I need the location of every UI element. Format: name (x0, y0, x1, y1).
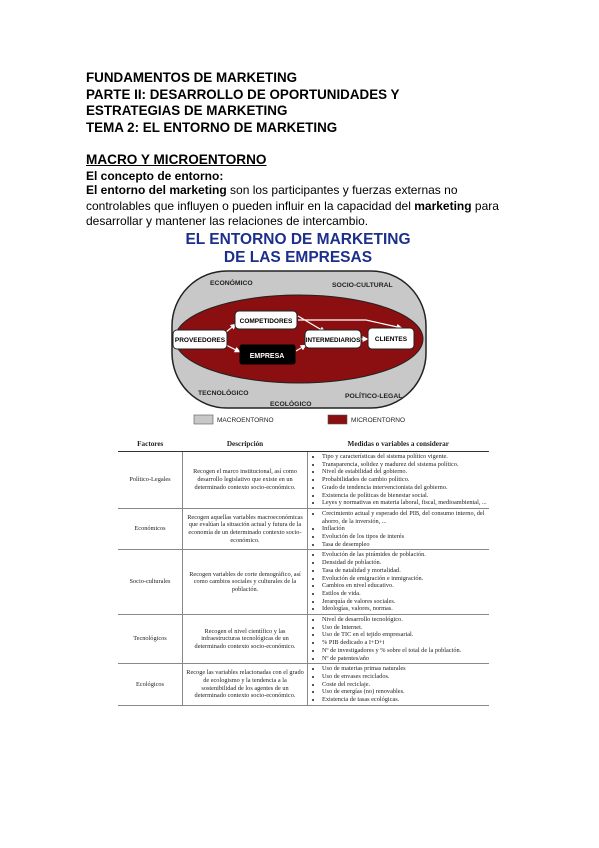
measures-cell (308, 452, 490, 509)
factors-table-wrapper (118, 439, 489, 706)
para-line-3: desarrollar y mantener las relaciones de intercambio. (86, 214, 369, 228)
factor-cell: Tecnológicos (118, 615, 183, 664)
label-ecologico: ECOLÓGICO (270, 401, 312, 408)
measure-item: • Leyes y normativas en materia laboral, fiscal, medioambiental, ... (322, 499, 487, 507)
measure-item: • Uso de materias primas naturales (322, 665, 487, 673)
factor-cell: Ecológicos (118, 664, 183, 706)
bold-term: El entorno del marketing (86, 183, 227, 197)
measure-item: • Jerarquía de valores sociales. (322, 598, 487, 606)
measure-item: • Uso de envases reciclados. (322, 673, 487, 681)
measure-item: • Evolución de los tipos de interés (322, 533, 487, 541)
measure-item: • Nº de patentes/año (322, 655, 487, 663)
description-cell: Recoge las variables relacionadas con el grado de ecologismo y la tendencia a la sostenibilidad de los agentes de un determinado contexto socio-económico. (183, 664, 308, 706)
table-header-row (118, 439, 489, 452)
para-line-1: El entorno del marketing son los participantes y fuerzas externas no (86, 183, 458, 197)
table-body (118, 452, 489, 706)
legend-micro-label: MICROENTORNO (351, 417, 406, 424)
legend-macro-swatch (194, 415, 213, 424)
header-medidas: Medidas o variables a considerar (308, 439, 490, 452)
part-title: PARTE II: DESARROLLO DE OPORTUNIDADES Y (86, 86, 400, 102)
measure-item: • Tasa de natalidad y mortalidad. (322, 567, 487, 575)
course-title: FUNDAMENTOS DE MARKETING (86, 70, 298, 85)
para-line-2: controlables que influyen o pueden influir en la capacidad del marketing para (86, 198, 499, 213)
measure-item: • Transparencia, solidez y madurez del sistema político. (322, 461, 487, 469)
diagram-title-line2: DE LAS EMPRESAS (223, 249, 373, 266)
measure-item: • Tasa de desempleo (322, 541, 487, 549)
section-subtitle: El concepto de entorno: (86, 169, 224, 183)
description-cell: Recogen el nivel científico y las infraestructuras tecnológicas de un determinado contexto socio-económico. (183, 615, 308, 664)
description-cell: Recogen variables de corte demográfico, así como cambios sociales y culturales de la población. (183, 550, 308, 615)
marketing-environment-diagram (170, 228, 430, 428)
header-descripcion: Descripción (183, 439, 308, 452)
measure-item: • Evolución de emigración e inmigración. (322, 575, 487, 583)
topic-title: TEMA 2: EL ENTORNO DE MARKETING (86, 119, 338, 135)
svg-text:COMPETIDORES: COMPETIDORES (239, 318, 293, 325)
measure-item: • Uso de TIC en el tejido empresarial. (322, 631, 487, 639)
measures-list (312, 510, 487, 549)
measures-list (312, 616, 487, 662)
measures-list (312, 665, 487, 704)
table-row (118, 550, 489, 615)
svg-text:CLIENTES: CLIENTES (374, 336, 408, 343)
measure-item: • Densidad de población. (322, 559, 487, 567)
table-row (118, 664, 489, 706)
legend-macro-label: MACROENTORNO (217, 417, 274, 424)
svg-text:PROVEEDORES: PROVEEDORES (174, 337, 226, 344)
measure-item: • Crecimiento actual y esperado del PIB, del consumo interno, del ahorro, de la inversión, ... (322, 510, 487, 525)
part-title-cont: ESTRATEGIAS DE MARKETING (86, 103, 288, 118)
measure-item: • Nivel de desarrollo tecnológico. (322, 616, 487, 624)
description-cell: Recogen el marco institucional, así como desarrollo legislativo que existe en un determinado contexto socio-económico. (183, 452, 308, 509)
factor-cell: Socio-culturales (118, 550, 183, 615)
legend-micro-swatch (328, 415, 347, 424)
factors-table (118, 439, 489, 706)
label-economico: ECONÓMICO (210, 280, 253, 287)
factor-cell: Económicos (118, 508, 183, 550)
label-tecnologico: TECNOLÓGICO (198, 390, 249, 397)
table-row (118, 452, 489, 509)
measures-cell (308, 664, 490, 706)
measure-item: • % PIB dedicado a I+D+i (322, 639, 487, 647)
measure-item: • Uso de Internet. (322, 624, 487, 632)
measure-item: • Inflación (322, 525, 487, 533)
measure-item: • Nivel de estabilidad del gobierno. (322, 468, 487, 476)
measure-item: • Tipo y características del sistema político vigente. (322, 453, 487, 461)
measure-item: • Ideologías, valores, normas. (322, 605, 487, 613)
measure-item: • Existencia de políticas de bienestar social. (322, 492, 487, 500)
table-row (118, 615, 489, 664)
measures-list (312, 453, 487, 507)
label-politicolegal: POLÍTICO-LEGAL (345, 393, 403, 400)
diagram-title-line1: EL ENTORNO DE MARKETING (185, 231, 411, 248)
bold-marketing: marketing (414, 198, 472, 213)
measures-list (312, 551, 487, 613)
measures-cell (308, 615, 490, 664)
measure-item: • Cambios en nivel educativo. (322, 582, 487, 590)
header-factores: Factores (118, 439, 183, 452)
measure-item: • Existencia de tasas ecológicas. (322, 696, 487, 704)
measure-item: • Estilos de vida. (322, 590, 487, 598)
measure-item: • Uso de energías (no) renovables. (322, 688, 487, 696)
measures-cell (308, 550, 490, 615)
measure-item: • Nº de investigadores y % sobre el total de la población. (322, 647, 487, 655)
definition-paragraph (86, 183, 526, 230)
description-cell: Recogen aquellas variables macroeconómicas que evalúan la situación actual y futura de la economía de un determinado contexto socio-económico. (183, 508, 308, 550)
measure-item: • Coste del reciclaje. (322, 681, 487, 689)
document-header (86, 70, 556, 136)
section-title: MACRO Y MICROENTORNO (86, 152, 267, 167)
measure-item: • Grado de tendencia intervencionista del gobierno. (322, 484, 487, 492)
measures-cell (308, 508, 490, 550)
svg-text:EMPRESA: EMPRESA (249, 353, 285, 360)
table-row (118, 508, 489, 550)
label-sociocultural: SOCIO-CULTURAL (332, 282, 393, 289)
measure-item: • Evolución de las pirámides de población. (322, 551, 487, 559)
svg-text:INTERMEDIARIOS: INTERMEDIARIOS (305, 337, 361, 344)
measure-item: • Probabilidades de cambio político. (322, 476, 487, 484)
factor-cell: Político-Legales (118, 452, 183, 509)
